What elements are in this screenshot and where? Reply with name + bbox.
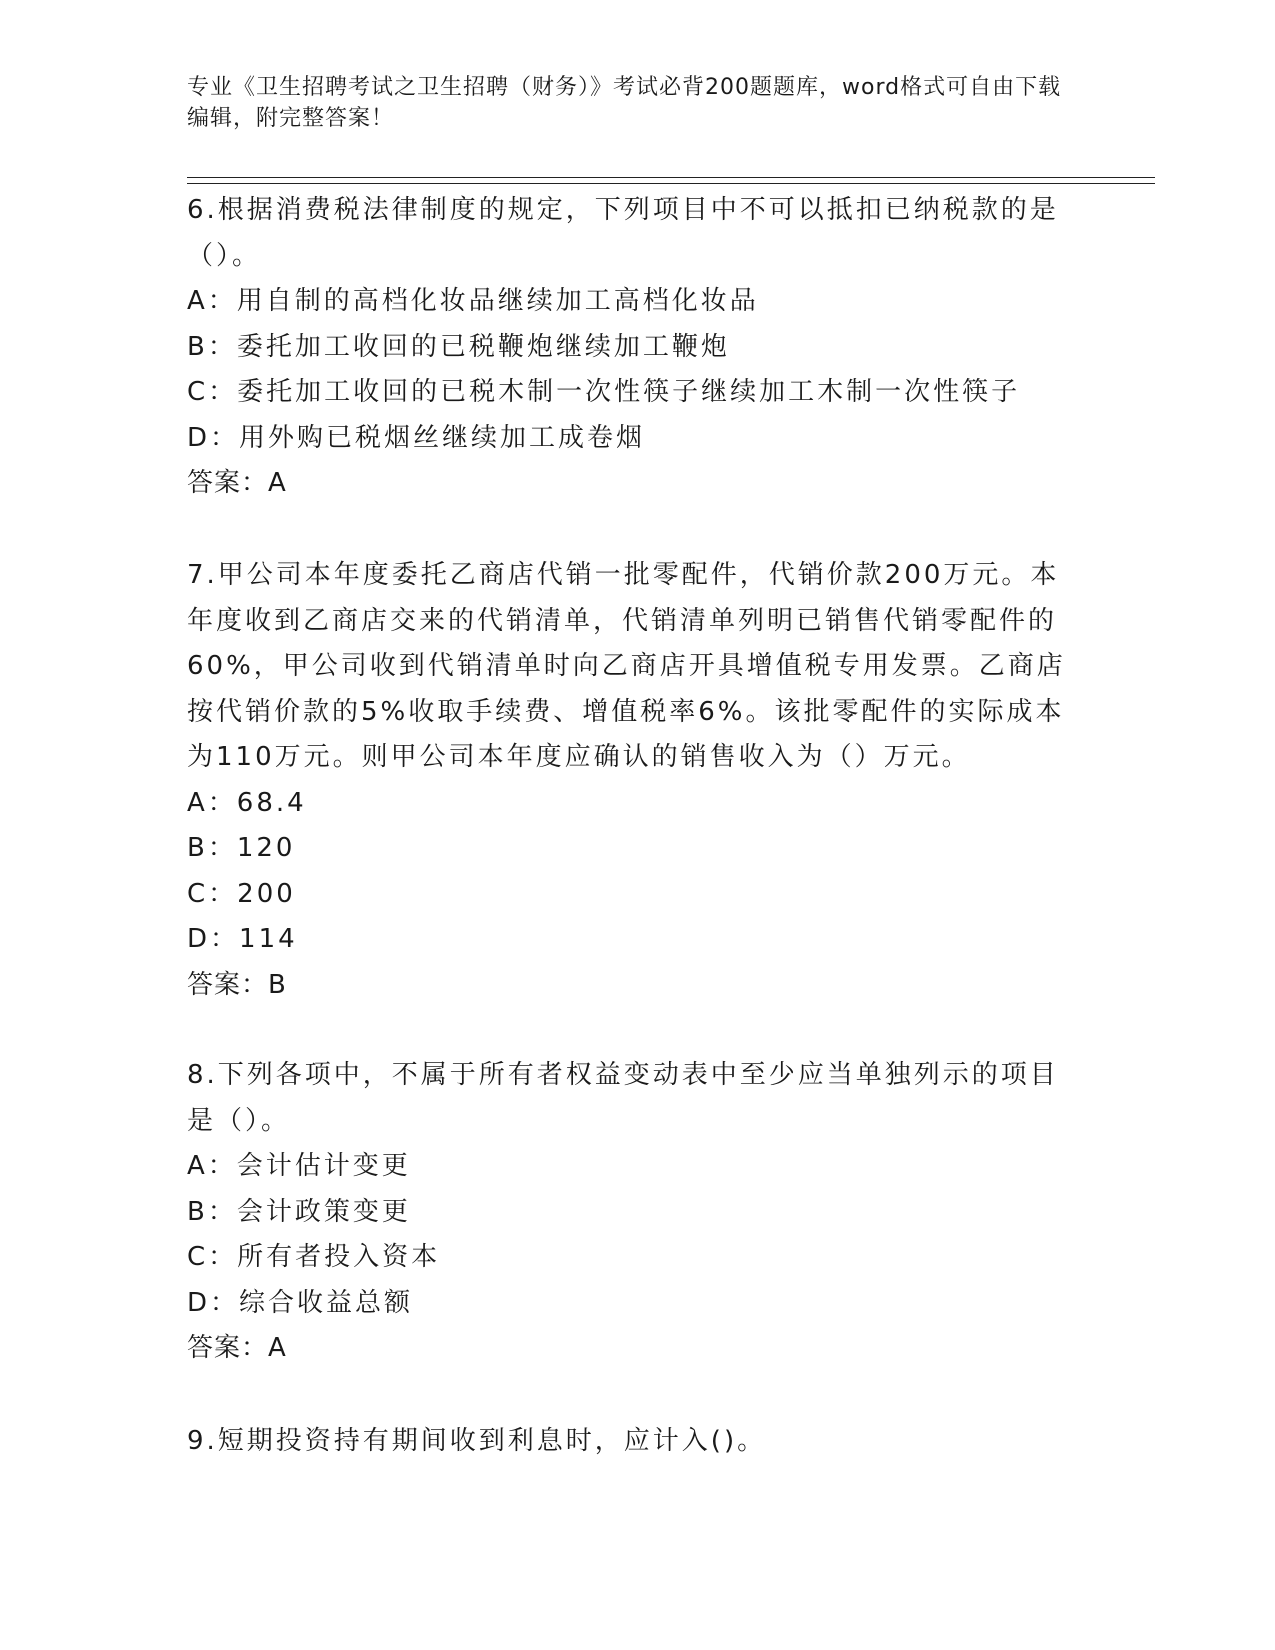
answer: 答案：A [187, 468, 287, 498]
question-8 [187, 1053, 1077, 1372]
option-a: A：用自制的高档化妆品继续加工高档化妆品 [187, 286, 759, 316]
question-9 [187, 1419, 1077, 1465]
header-divider-bottom [187, 183, 1155, 184]
option-c: C：委托加工收回的已税木制一次性筷子继续加工木制一次性筷子 [187, 377, 1021, 407]
question-7 [187, 553, 1077, 1008]
option-a: A：68.4 [187, 787, 307, 818]
question-stem: 6.根据消费税法律制度的规定，下列项目中不可以抵扣已纳税款的是（）。 [187, 195, 1059, 271]
option-a: A：会计估计变更 [187, 1151, 411, 1181]
question-6 [187, 188, 1077, 507]
option-c: C：200 [187, 878, 296, 909]
option-c: C：所有者投入资本 [187, 1242, 441, 1272]
question-stem: 7.甲公司本年度委托乙商店代销一批零配件，代销价款200万元。本年度收到乙商店交来的代销清单，代销清单列明已销售代销零配件的60%，甲公司收到代销清单时向乙商店开具增值税专用发票。乙商店按代销价款的5%收取手续费、增值税率6%。该批零配件的实际成本为110万元。则甲公司本年度应确认的销售收入为（）万元。 [187, 560, 1066, 772]
document-header: 专业《卫生招聘考试之卫生招聘（财务）》考试必背200题题库，word格式可自由下载编辑，附完整答案！ [187, 75, 1062, 131]
option-d: D：用外购已税烟丝继续加工成卷烟 [187, 422, 646, 453]
answer: 答案：A [187, 1333, 287, 1363]
option-d: D：114 [187, 924, 298, 954]
question-stem: 9.短期投资持有期间收到利息时，应计入()。 [187, 1426, 767, 1456]
option-b: B：120 [187, 833, 296, 863]
option-d: D：综合收益总额 [187, 1287, 414, 1318]
header-divider-top [187, 177, 1155, 178]
answer: 答案：B [187, 969, 287, 1000]
option-b: B：会计政策变更 [187, 1196, 411, 1227]
question-stem: 8.下列各项中，不属于所有者权益变动表中至少应当单独列示的项目是（）。 [187, 1060, 1059, 1136]
option-b: B：委托加工收回的已税鞭炮继续加工鞭炮 [187, 331, 730, 362]
